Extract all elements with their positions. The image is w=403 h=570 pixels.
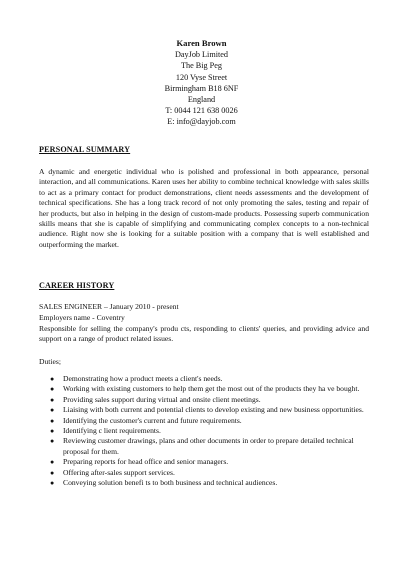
list-item xyxy=(50,395,368,405)
duty-text: Demonstrating how a product meets a client's needs. xyxy=(63,374,223,383)
contact-header xyxy=(0,38,403,128)
list-item xyxy=(50,436,368,457)
duty-text: Conveying solution benefi ts to both business and technical audiences. xyxy=(63,478,278,488)
list-item xyxy=(50,457,368,467)
address-line-3: Birmingham B18 6NF xyxy=(164,83,239,93)
bullet-icon: ● xyxy=(50,375,55,383)
company-line: DayJob Limited xyxy=(175,50,228,60)
duty-text: Liaising with both current and potential clients to develop existing and new business opportunities. xyxy=(63,405,364,415)
personal-summary-text: A dynamic and energetic individual who is polished and professional in both appearance, personal interaction, and all communications. Karen uses her ability to combine technical knowledge with sales skills to act as a primary contact for product demonstrations, client needs assessments and the development of technical specifications. She has a long track record of not only promoting the sales, testing and repair of her products, but also in helping in the design of custom-made products. Possessing superb communication skills means that she is capable of simplifying and communicating complex concepts to a non-technical audience. Right now she is looking for a suitable position with a company that is well established and outperforming the market. xyxy=(39,167,369,249)
list-item xyxy=(50,478,368,488)
employer-name: Employers name - Coventry xyxy=(39,313,125,322)
list-item xyxy=(50,384,368,394)
bullet-icon: ● xyxy=(50,406,55,415)
list-item xyxy=(50,426,368,436)
bullet-icon: ● xyxy=(50,437,55,446)
candidate-name: Karen Brown xyxy=(176,38,227,48)
bullet-icon: ● xyxy=(50,479,55,488)
list-item xyxy=(50,416,368,426)
address-line-2: 120 Vyse Street xyxy=(175,72,228,82)
bullet-icon: ● xyxy=(50,458,55,467)
bullet-icon: ● xyxy=(50,385,55,394)
duties-list xyxy=(50,374,368,488)
duty-text: Providing sales support during virtual and onsite client meetings. xyxy=(63,394,261,404)
country-line: England xyxy=(187,95,216,105)
job-role: SALES ENGINEER – January 2010 - present xyxy=(39,302,179,311)
list-item xyxy=(50,405,368,415)
bullet-icon: ● xyxy=(50,427,55,436)
list-item xyxy=(50,374,368,384)
phone-line: T: 0044 121 638 0026 xyxy=(165,106,238,116)
bullet-icon: ● xyxy=(50,468,55,477)
address-line-1: The Big Peg xyxy=(181,61,222,71)
job-responsibility: Responsible for selling the company's produ cts, responding to clients' queries, and providing advice and support on a range of product related issues. xyxy=(39,324,369,344)
duties-label: Duties; xyxy=(39,357,61,366)
duty-text: Identifying c lient requirements. xyxy=(63,426,161,436)
duty-text: Offering after-sales support services. xyxy=(63,467,175,477)
email-line: E: info@dayjob.com xyxy=(167,117,236,127)
duty-text: Working with existing customers to help them get the most out of the products they ha ve bought. xyxy=(63,384,360,394)
duty-text: Preparing reports for head office and senior managers. xyxy=(63,457,229,467)
bullet-icon: ● xyxy=(50,416,55,425)
list-item xyxy=(50,468,368,478)
career-history-heading: CAREER HISTORY xyxy=(39,281,115,290)
bullet-icon: ● xyxy=(50,395,55,404)
personal-summary-heading: PERSONAL SUMMARY xyxy=(39,145,131,154)
duty-text: Identifying the customer's current and future requirements. xyxy=(63,415,242,425)
duty-text: Reviewing customer drawings, plans and other documents in order to prepare detailed technical proposal for them. xyxy=(63,436,354,456)
